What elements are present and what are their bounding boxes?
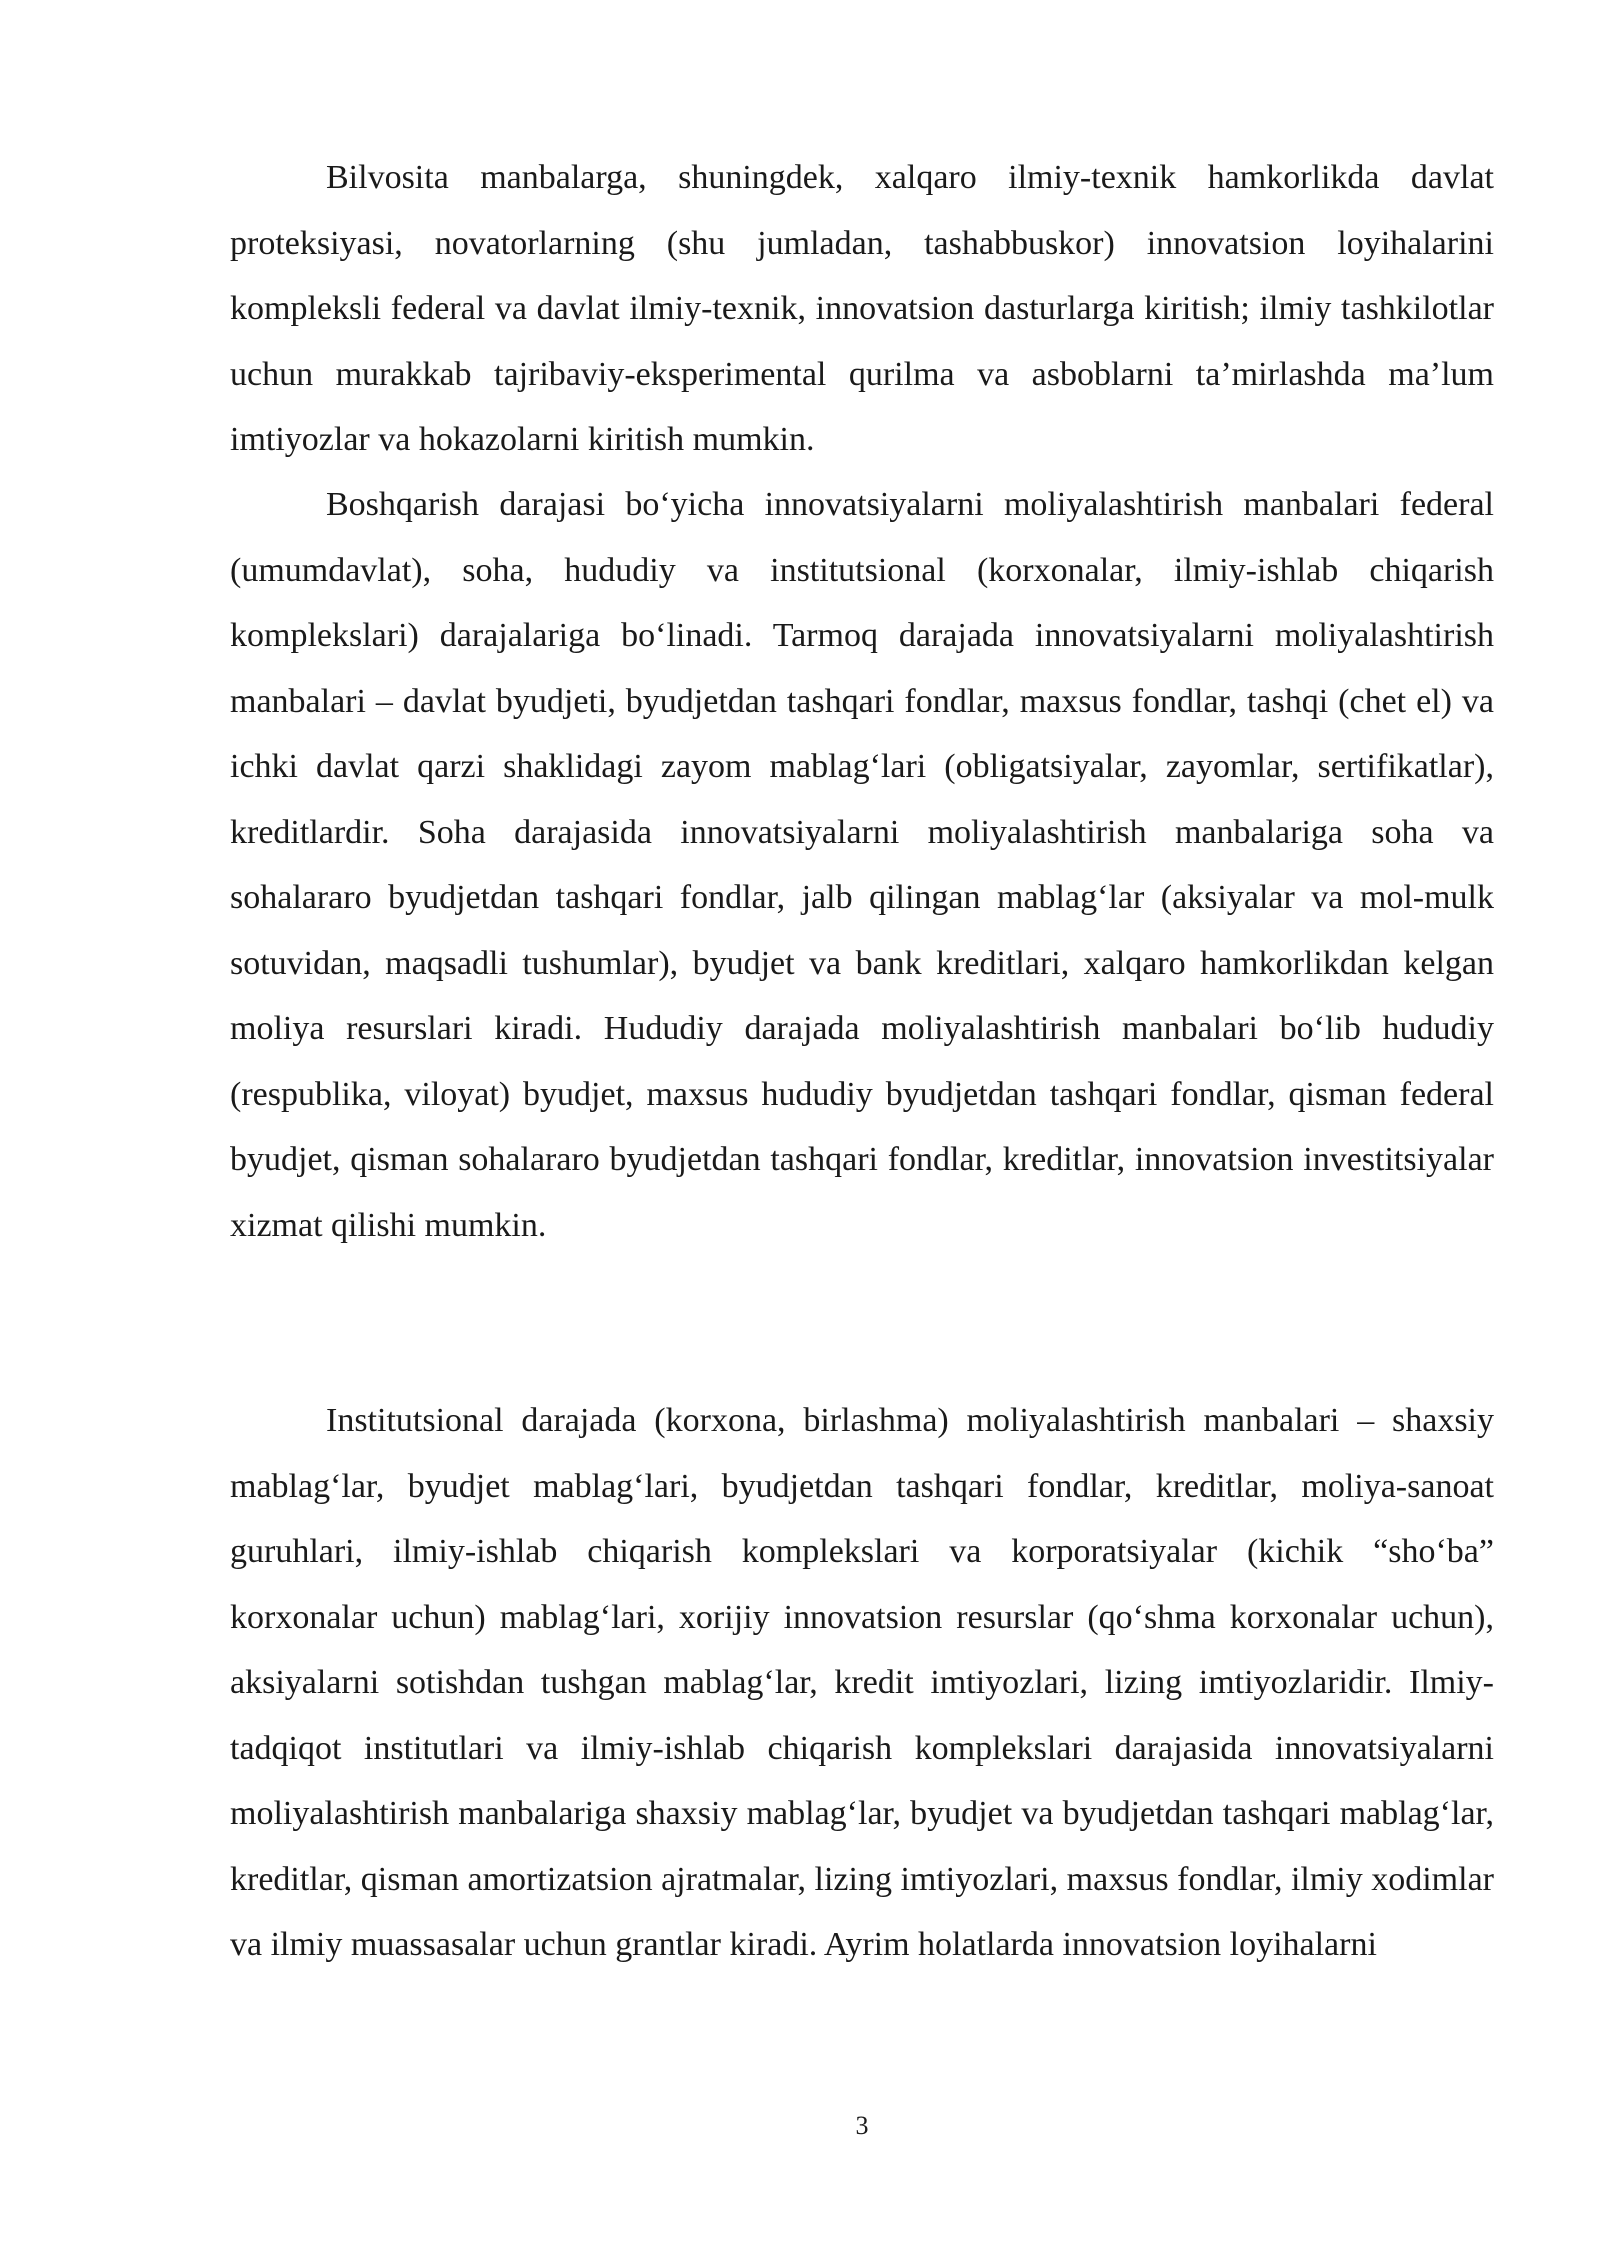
body-text-block-2	[230, 472, 1494, 1258]
body-text-block-1	[230, 145, 1494, 473]
paragraph-1: Bilvosita manbalarga, shuningdek, xalqaro ilmiy-texnik hamkorlikda davlat proteksiyasi, novatorlarning (shu jumladan, tashabbuskor) innovatsion loyihalarini kompleksli federal va davlat ilmiy-texnik, innovatsion dasturlarga kiritish; ilmiy tashkilotlar uchun murakkab tajribaviy-eksperimental qurilma va asboblarni ta’mirlashda ma’lum imtiyozlar va hokazolarni kiritish mumkin.	[230, 159, 1494, 458]
body-text-block-3	[230, 1388, 1494, 1978]
paragraph-3: Institutsional darajada (korxona, birlashma) moliyalashtirish manbalari – shaxsiy mablag‘lar, byudjet mablag‘lari, byudjetdan tashqari fondlar, kreditlar, moliya-sanoat guruhlari, ilmiy-ishlab chiqarish komplekslari va korporatsiyalar (kichik “sho‘ba” korxonalar uchun) mablag‘lari, xorijiy innovatsion resurslar (qo‘shma korxonalar uchun), aksiyalarni sotishdan tushgan mablag‘lar, kredit imtiyozlari, lizing imtiyozlaridir. Ilmiy-tadqiqot institutlari va ilmiy-ishlab chiqarish komplekslari darajasida innovatsiyalarni moliyalashtirish manbalariga shaxsiy mablag‘lar, byudjet va byudjetdan tashqari mablag‘lar, kreditlar, qisman amortizatsion ajratmalar, lizing imtiyozlari, maxsus fondlar, ilmiy xodimlar va ilmiy muassasalar uchun grantlar kiradi. Ayrim holatlarda innovatsion loyihalarni	[230, 1402, 1494, 1963]
paragraph-2: Boshqarish darajasi bo‘yicha innovatsiyalarni moliyalashtirish manbalari federal (umumdavlat), soha, hududiy va institutsional (korxonalar, ilmiy-ishlab chiqarish komplekslari) darajalariga bo‘linadi. Tarmoq darajada innovatsiyalarni moliyalashtirish manbalari – davlat byudjeti, byudjetdan tashqari fondlar, maxsus fondlar, tashqi (chet el) va ichki davlat qarzi shaklidagi zayom mablag‘lari (obligatsiyalar, zayomlar, sertifikatlar), kreditlardir. Soha darajasida innovatsiyalarni moliyalashtirish manbalariga soha va sohalararo byudjetdan tashqari fondlar, jalb qilingan mablag‘lar (aksiyalar va mol-mulk sotuvidan, maqsadli tushumlar), byudjet va bank kreditlari, xalqaro hamkorlikdan kelgan moliya resurslari kiradi. Hududiy darajada moliyalashtirish manbalari bo‘lib hududiy (respublika, viloyat) byudjet, maxsus hududiy byudjetdan tashqari fondlar, qisman federal byudjet, qisman sohalararo byudjetdan tashqari fondlar, kreditlar, innovatsion investitsiyalar xizmat qilishi mumkin.	[230, 486, 1494, 1244]
page-number: 3	[855, 2111, 869, 2140]
